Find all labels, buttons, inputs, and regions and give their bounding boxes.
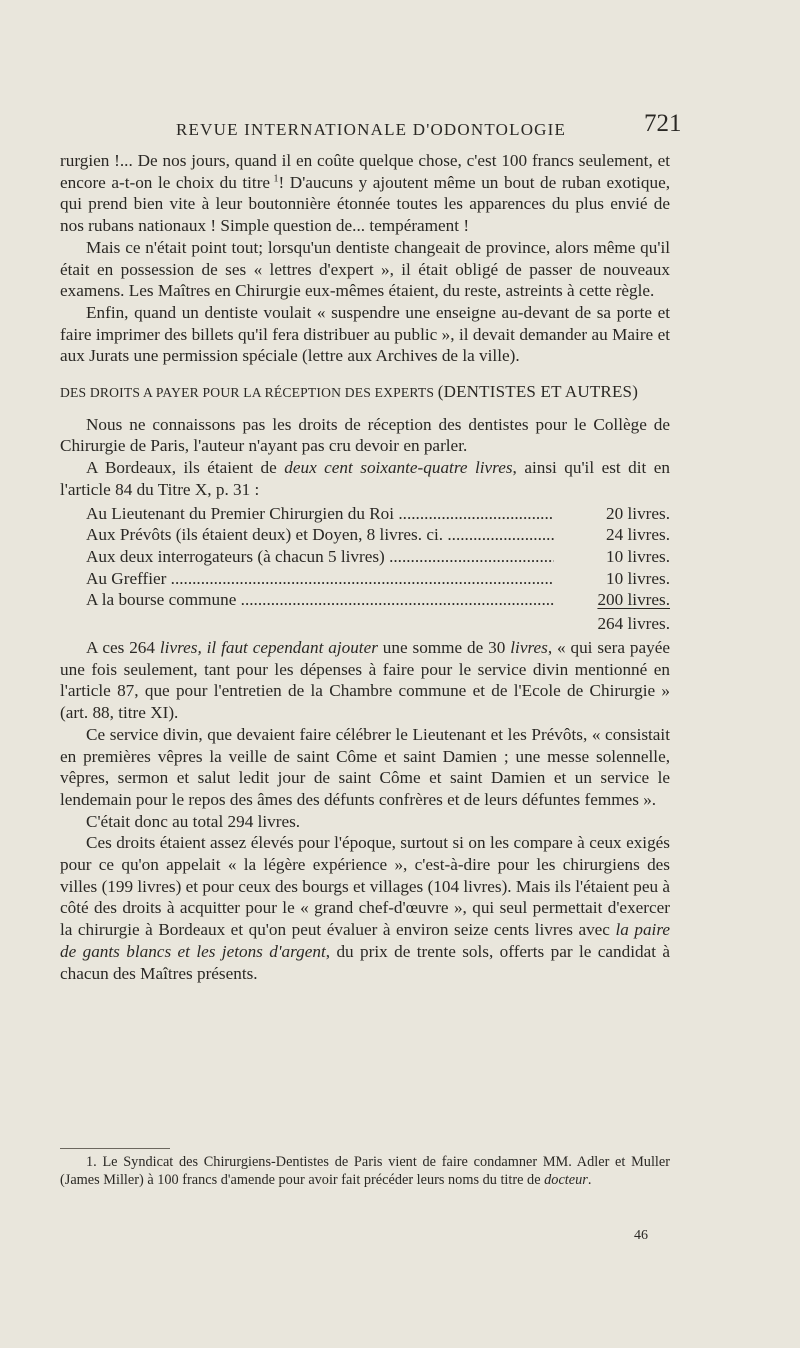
paragraph: C'était donc au total 294 livres. <box>86 811 301 831</box>
paragraph: Enfin, quand un dentiste voulait « suspendre une enseigne au-devant de sa porte et faire imprimer des billets qu'il fera distribuer au public », il devait demander au Maire et aux Jurats une permission spéciale (lettre aux Archives de la ville). <box>60 302 670 366</box>
footnote-ref: 1 <box>273 172 279 184</box>
fee-amount: 24 livres. <box>554 524 670 546</box>
body-text <box>60 150 670 984</box>
fee-total-row <box>60 611 670 637</box>
fee-amount: 10 livres. <box>554 568 670 590</box>
fee-label: Aux Prévôts (ils étaient deux) et Doyen, 8 livres. ci. ..... <box>86 524 554 546</box>
section-heading: DES DROITS A PAYER POUR LA RÉCEPTION DES EXPERTS (DENTISTES ET AUTRES) <box>60 382 639 402</box>
fee-amount: 200 livres. <box>554 589 670 611</box>
paragraph: A Bordeaux, ils étaient de deux cent soixante-quatre livres, ainsi qu'il est dit en l'article 84 du Titre X, p. 31 : <box>60 458 670 499</box>
fee-label: Aux deux interrogateurs (à chacun 5 livres) ..... <box>86 546 554 568</box>
fee-row <box>60 503 670 525</box>
paragraph: Nous ne connaissons pas les droits de réception des dentistes pour le Collège de Chirurgie de Paris, l'auteur n'ayant pas cru devoir en parler. <box>60 414 670 456</box>
fee-table <box>60 503 670 637</box>
paragraph: A ces 264 livres, il faut cependant ajouter une somme de 30 livres, « qui sera payée une fois seulement, tant pour les dépenses à faire pour le service divin mentionné en l'article 87, que pour l'entretien de la Chambre commune et de l'Ecole de Chirurgie » (art. 88, titre XI). <box>60 637 670 723</box>
fee-row <box>60 589 670 611</box>
page-header <box>0 110 800 150</box>
paragraph: rurgien !... De nos jours, quand il en coûte quelque chose, c'est 100 francs seulement, et encore a-t-on le choix du titre $^1$! D'aucuns y ajoutent même un bout de ruban exotique, qui prend bien vite à leur boutonnière étonnée toutes les apparences du plus envié de nos rubans nationaux ! Simple question de... tempérament ! <box>60 151 670 236</box>
paragraph: Mais ce n'était point tout; lorsqu'un dentiste changeait de province, alors même qu'il était en possession de ses « lettres d'expert », il était obligé de passer de nouveaux examens. Les Maîtres en Chirurgie eux-mêmes étaient, du reste, astreints à cette règle. <box>60 237 670 301</box>
fee-total: 264 livres. <box>597 613 670 633</box>
paragraph: Ce service divin, que devaient faire célébrer le Lieutenant et les Prévôts, « consistait en premières vêpres la veille de saint Côme et saint Damien ; une messe solennelle, vêpres, sermon et salut ledit jour de saint Côme et saint Damien et un service le lendemain pour le repos des âmes des défunts confrères et de leurs défuntes femmes ». <box>60 724 670 809</box>
fee-row <box>60 568 670 590</box>
footnote-divider <box>60 1148 170 1149</box>
footnote: 1. Le Syndicat des Chirurgiens-Dentistes de Paris vient de faire condamner MM. Adler et Muller (James Miller) à 100 francs d'amende pour avoir fait précéder leurs noms du titre de docteur. <box>60 1154 670 1189</box>
fee-row <box>60 546 670 568</box>
page-number: 721 <box>644 110 682 137</box>
fee-label: A la bourse commune ..... <box>86 589 554 611</box>
signature-mark: 46 <box>634 1228 648 1243</box>
fee-label: Au Lieutenant du Premier Chirurgien du Roi ..... <box>86 503 554 525</box>
fee-label: Au Greffier ..... <box>86 568 554 590</box>
paragraph: Ces droits étaient assez élevés pour l'époque, surtout si on les compare à ceux exigés pour ce qu'on appelait « la légère expérience », c'est-à-dire pour les chirurgiens des villes (199 livres) et pour ceux des bourgs et villages (104 livres). Mais ils l'étaient peu à côté des droits à acquitter pour le « grand chef-d'œuvre », qui seul permettait d'exercer la chirurgie à Bordeaux et qu'on peut évaluer à environ seize cents livres avec la paire de gants blancs et les jetons d'argent, du prix de trente sols, offerts par le candidat à chacun des Maîtres présents. <box>60 833 671 983</box>
fee-amount: 20 livres. <box>554 503 670 525</box>
fee-amount: 10 livres. <box>554 546 670 568</box>
fee-row <box>60 524 670 546</box>
running-title: REVUE INTERNATIONALE D'ODONTOLOGIE <box>176 120 567 139</box>
